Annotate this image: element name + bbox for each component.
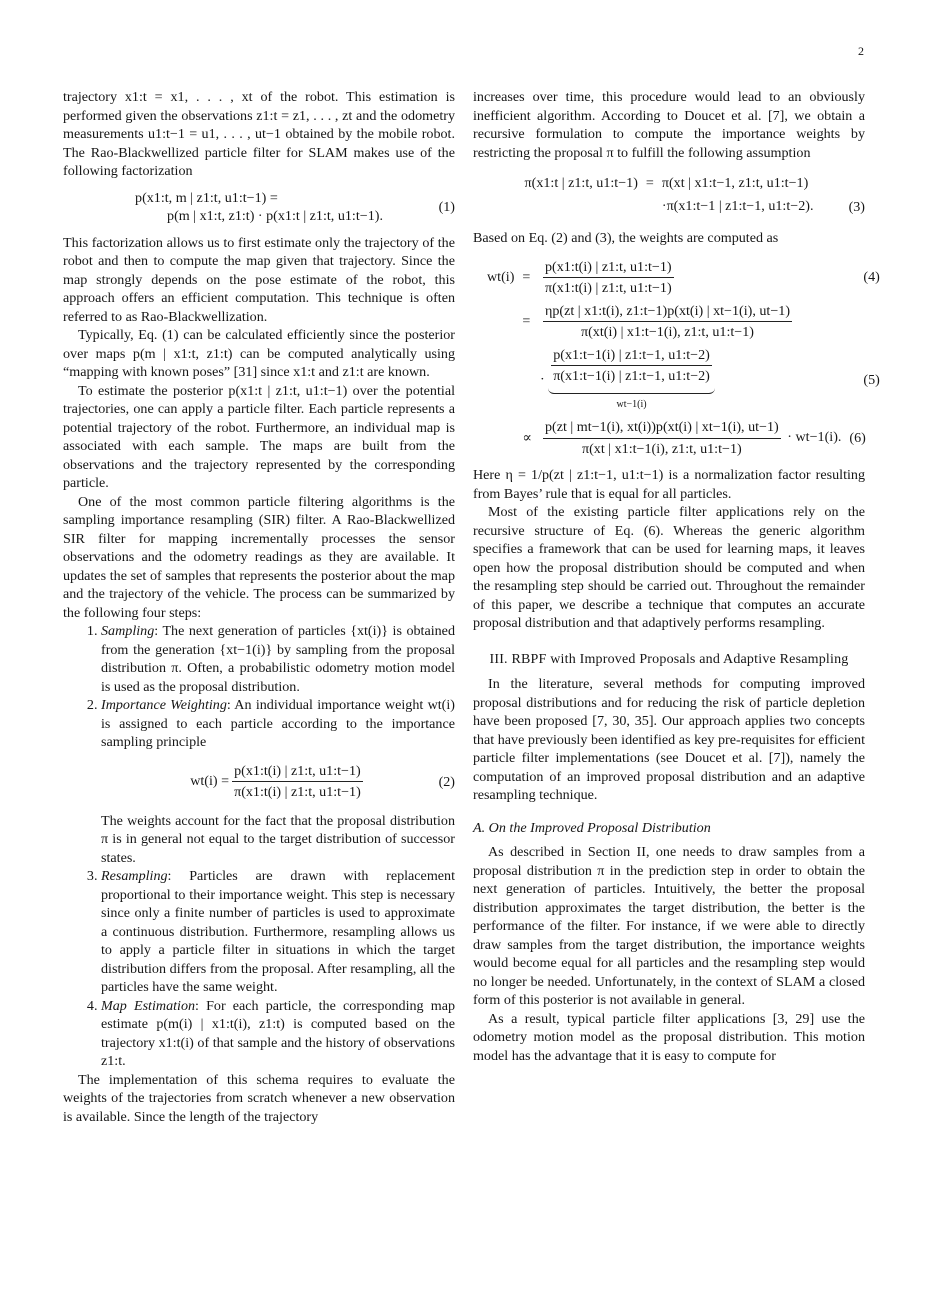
section-heading: III. RBPF with Improved Proposals and Adaptive Resampling <box>489 651 849 667</box>
equals-sign: = <box>522 313 531 330</box>
equation-4-fraction <box>543 258 674 298</box>
equation-3-rhs1: π(xt | x1:t−1, z1:t, u1:t−1) <box>661 175 809 191</box>
paragraph: As described in Section II, one needs to draw samples from a proposal distribution π in the prediction step in order to obtain the next generation of particles. Intuitively, the better the proposal distribution approximates the target distribution, the better is the performance of the filter. For instance, if we were able to directly draw samples from the target distribution, the importance weights would become equal for all particles and the resampling step would no longer be needed. Unfortunately, in the context of SLAM a closed form of this posterior is not available in general. <box>473 844 865 1008</box>
paragraph: Based on Eq. (2) and (3), the weights are computed as <box>473 230 779 246</box>
paragraph: Here η = 1/p(zt | z1:t−1, u1:t−1) is a normalization factor resulting from Bayes’ rule that is equal for all particles. <box>473 467 865 502</box>
equals-sign: = <box>645 175 654 191</box>
fraction-numerator: p(x1:t(i) | z1:t, u1:t−1) <box>232 762 363 783</box>
fraction-numerator: p(x1:t(i) | z1:t, u1:t−1) <box>543 258 674 279</box>
list-item <box>101 867 455 997</box>
fraction-denominator: π(x1:t(i) | z1:t, u1:t−1) <box>544 280 672 296</box>
steps-list <box>63 622 455 1071</box>
equation-2-lhs: wt(i) = <box>190 773 230 790</box>
equation-3 <box>473 170 865 219</box>
equation-3-table <box>521 172 818 217</box>
step-title: Importance Weighting <box>101 697 227 713</box>
equation-2-number: (2) <box>438 773 455 790</box>
page-number: 2 <box>858 44 864 58</box>
step-title: Sampling <box>101 623 155 639</box>
step-title: Map Estimation <box>101 997 196 1014</box>
left-column <box>63 88 455 1126</box>
paragraph: As a result, typical particle filter applications [3, 29] use the odometry motion model as the proposal distribution. This motion model has the advantage that it is easy to compute for <box>473 1010 865 1064</box>
equation-1-line2: p(m | x1:t, z1:t) · p(x1:t | z1:t, u1:t−1). <box>167 208 383 224</box>
right-column <box>473 88 880 1065</box>
step-text: The weights account for the fact that the proposal distribution π is in general not equal to the target distribution of successor states. <box>101 812 455 866</box>
list-item <box>101 997 455 1071</box>
equation-4-lhs: wt(i) <box>487 269 515 286</box>
step-text: : Particles are drawn with replacement proportional to their importance weight. This step is necessary since only a finite number of particles is used to approximate a continuous distribution. Furthermore, resampling allows us to apply a particle filter in situations in which the target distribution differs from the proposal. After resampling, all the particles have the same weight. <box>101 868 455 995</box>
equation-6-number: (6) <box>849 429 866 446</box>
proportional-sign: ∝ <box>522 429 532 446</box>
step-text: : An individual importance weight wt(i) is assigned to each particle according to the importance sampling principle <box>101 697 455 750</box>
equals-sign: = <box>522 269 531 286</box>
fraction-denominator: π(x1:t−1(i) | z1:t−1, u1:t−2) <box>553 368 710 384</box>
list-item <box>101 696 455 867</box>
equation-1-line1: p(x1:t, m | z1:t, u1:t−1) = <box>135 189 278 206</box>
paragraph: The implementation of this schema requires to evaluate the weights of the trajectories from scratch whenever a new observation is available. Since the length of the trajectory <box>63 1071 455 1125</box>
equation-2 <box>101 762 455 802</box>
paragraph: One of the most common particle filtering algorithms is the sampling importance resampling (SIR) filter. A Rao-Blackwellized SIR filter for mapping incrementally processes the sensor observations and the odometry readings as they are available. It updates the set of samples that represents the posterior about the map and the trajectory of the vehicle. The process can be summarized by the following four steps: <box>63 493 455 621</box>
underbrace-label: wt−1(i) <box>616 398 647 410</box>
paragraph: trajectory x1:t = x1, . . . , xt of the robot. This estimation is performed given the observations z1:t = z1, . . . , zt and the odometry measurements u1:t−1 = u1, . . . , ut−1 obtained by the mobile robot. The Rao-Blackwellized particle filter for SLAM makes use of the following factorization <box>63 89 455 179</box>
paragraph: In the literature, several methods for computing improved proposal distributions and for reducing the risk of particle depletion have been proposed [7, 30, 35]. Our approach applies two concepts that have previously been identified as key pre-requisites for efficient particle filter implementations (see Doucet et al. [7]), namely the computation of an improved proposal distribution and an adaptive resampling technique. <box>473 676 865 803</box>
equation-3-rhs2: ·π(x1:t−1 | z1:t−1, u1:t−2). <box>661 197 814 214</box>
equation-5a-fraction <box>543 302 792 342</box>
equation-5-number: (5) <box>863 371 880 388</box>
equation-4-number: (4) <box>863 269 880 286</box>
underbrace <box>548 388 715 394</box>
equation-block-4-6 <box>473 256 880 461</box>
paragraph: Typically, Eq. (1) can be calculated efficiently since the posterior over maps p(m | x1:t, z1:t) can be computed analytically using “mapping with known poses” [31] since x1:t and z1:t are known. <box>63 327 455 380</box>
multiply-dot: · <box>539 370 545 387</box>
fraction-numerator: p(zt | mt−1(i), xt(i))p(xt(i) | xt−1(i), ut−1) <box>543 418 781 439</box>
paragraph: This factorization allows us to first estimate only the trajectory of the robot and then to compute the map given that trajectory. Since the map strongly depends on the pose estimate of the robot, this approach offers an efficient computation. This technique is often referred to as Rao-Blackwellization. <box>63 234 455 325</box>
step-text: : The next generation of particles {xt(i)} is obtained from the generation {xt−1(i)} by sampling from the proposal distribution π. Often, a probabilistic odometry motion model is used as the proposal distribution. <box>101 623 455 695</box>
fraction-numerator: p(x1:t−1(i) | z1:t−1, u1:t−2) <box>551 346 712 367</box>
equation-6-tail: · wt−1(i). <box>787 429 842 446</box>
equation-1 <box>63 189 455 226</box>
fraction-numerator: ηp(zt | x1:t(i), z1:t−1)p(xt(i) | xt−1(i), ut−1) <box>543 302 792 323</box>
list-item <box>101 622 455 696</box>
equation-6-fraction <box>543 418 781 458</box>
step-text: : For each particle, the corresponding map estimate p(m(i) | x1:t(i), z1:t) is computed based on the trajectory x1:t(i) of that sample and the history of observations z1:t. <box>101 997 455 1069</box>
equation-3-number: (3) <box>848 198 865 215</box>
fraction-denominator: π(xt | x1:t−1(i), z1:t, u1:t−1) <box>581 440 742 457</box>
equation-3-lhs: π(x1:t | z1:t, u1:t−1) <box>524 175 638 191</box>
equation-block-table <box>483 256 884 461</box>
fraction-denominator: π(xt(i) | x1:t−1(i), z1:t, u1:t−1) <box>580 324 754 340</box>
paragraph: increases over time, this procedure would lead to an obviously inefficient algorithm. According to Doucet et al. [7], we obtain a recursive formulation to compute the importance weights by restricting the proposal π to fulfill the following assumption <box>473 89 865 161</box>
equation-5b-underbrace <box>548 346 715 415</box>
equation-2-fraction <box>232 762 363 802</box>
equation-5b-fraction <box>551 346 712 386</box>
paragraph: Most of the existing particle filter applications rely on the recursive structure of Eq. (6). Whereas the generic algorithm specifies a framework that can be used for learning maps, it leaves open how the proposal distribution should be computed and when the resampling step should be carried out. Throughout the remainder of this paper, we describe a technique that computes an accurate proposal distribution and that adaptively performs resampling. <box>473 504 865 631</box>
subsection-heading: A. On the Improved Proposal Distribution <box>473 819 711 836</box>
paragraph: To estimate the posterior p(x1:t | z1:t, u1:t−1) over the potential trajectories, one can apply a particle filter. Each particle represents a potential trajectory of the robot. Furthermore, an individual map is associated with each sample. The maps are built from the observations and the trajectory represented by the corresponding particle. <box>63 382 455 491</box>
equation-1-number: (1) <box>438 198 455 215</box>
fraction-denominator: π(x1:t(i) | z1:t, u1:t−1) <box>234 784 361 800</box>
step-title: Resampling <box>101 868 168 884</box>
